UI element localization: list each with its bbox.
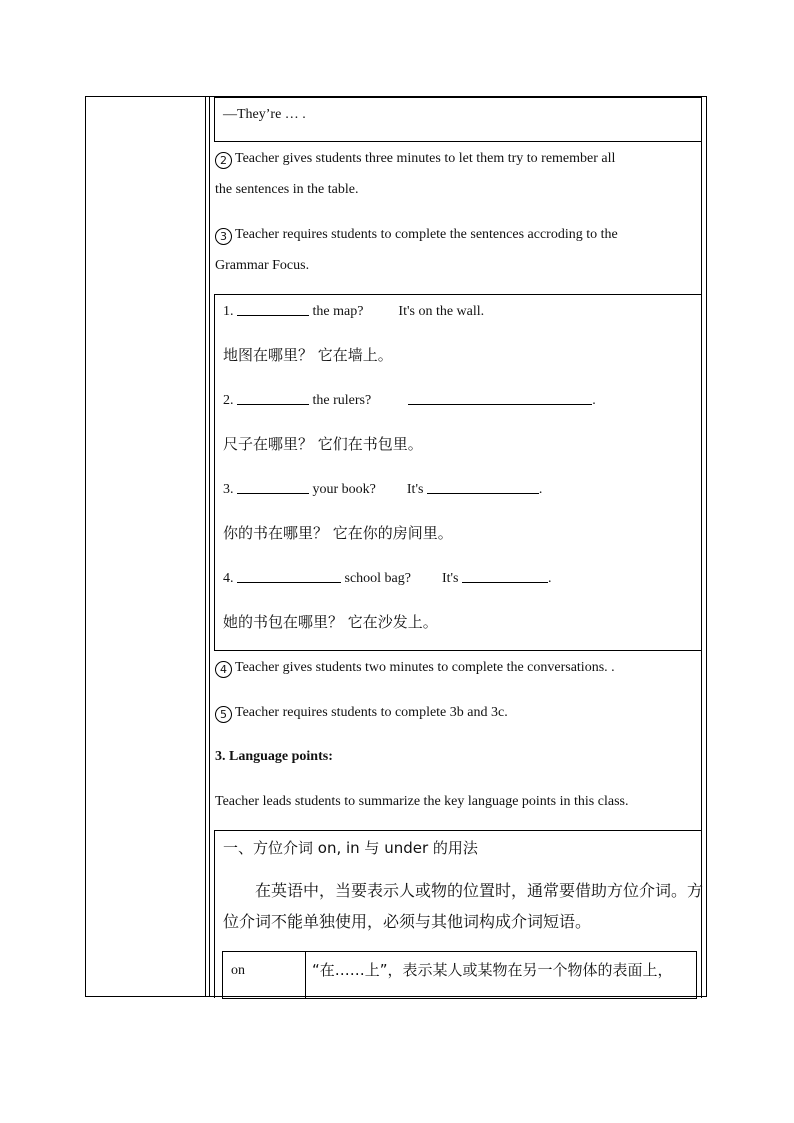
exercise-3 — [223, 481, 542, 499]
grammar-table — [222, 951, 697, 999]
continuation-box — [214, 97, 702, 142]
exercise-1-answer: It's on the wall. — [398, 304, 485, 319]
grammar-row-def: “在……上”，表示某人或某物在另一个物体的表面上， — [312, 961, 673, 979]
exercise-2-cn: 尺子在哪里？ 它们在书包里。 — [223, 435, 423, 453]
exercise-4-question: school bag? — [344, 571, 411, 586]
grammar-title: 一、方位介词 on, in 与 under 的用法 — [223, 839, 478, 857]
exercise-1 — [223, 303, 484, 321]
step3-number: 3 — [215, 228, 232, 245]
step3-line2: Grammar Focus. — [215, 258, 310, 273]
exercise-4 — [223, 570, 552, 588]
step4-text: Teacher gives students two minutes to complete the conversations. . — [235, 660, 615, 675]
step5-number: 5 — [215, 706, 232, 723]
grammar-table-word-cell — [223, 952, 306, 998]
exercise-2-end: . — [592, 393, 596, 408]
exercise-4-answer-blank[interactable] — [462, 570, 548, 583]
theyre-line: —They’re … . — [223, 107, 306, 122]
exercise-2-question: the rulers? — [312, 393, 372, 408]
section3-title: 3. Language points: — [215, 749, 333, 764]
left-column — [86, 97, 206, 996]
exercise-3-question: your book? — [312, 482, 376, 497]
step3-line1 — [215, 226, 618, 245]
exercise-3-answer-blank[interactable] — [427, 481, 539, 494]
exercise-2 — [223, 392, 596, 410]
step5-line — [215, 704, 508, 723]
grammar-box — [214, 830, 702, 998]
exercise-3-cn: 你的书在哪里？ 它在你的房间里。 — [223, 524, 453, 542]
exercise-4-cn: 她的书包在哪里？ 它在沙发上。 — [223, 613, 438, 631]
step2-line2: the sentences in the table. — [215, 182, 359, 197]
step2-line1 — [215, 150, 615, 169]
exercise-box — [214, 294, 702, 651]
exercise-3-answer-pre: It's — [406, 482, 424, 497]
grammar-para-line2: 位介词不能单独使用，必须与其他词构成介词短语。 — [223, 912, 592, 931]
step3-text: Teacher requires students to complete the sentences accroding to the — [235, 227, 618, 242]
exercise-1-question: the map? — [312, 304, 364, 319]
exercise-3-end: . — [538, 482, 543, 497]
exercise-4-answer-pre: It's — [441, 571, 459, 586]
section3-intro: Teacher leads students to summarize the key language points in this class. — [215, 794, 629, 809]
exercise-2-answer-blank[interactable] — [408, 392, 592, 405]
step4-number: 4 — [215, 661, 232, 678]
exercise-2-blank[interactable] — [237, 392, 309, 405]
exercise-3-blank[interactable] — [237, 481, 309, 494]
step4-line — [215, 659, 615, 678]
grammar-table-def-cell — [306, 952, 696, 998]
exercise-1-cn: 地图在哪里？ 它在墙上。 — [223, 346, 393, 364]
exercise-2-num: 2. — [223, 393, 234, 408]
grammar-para-line1: 在英语中，当要表示人或物的位置时，通常要借助方位介词。方 — [255, 881, 704, 900]
exercise-3-num: 3. — [223, 482, 234, 497]
exercise-1-blank[interactable] — [237, 303, 309, 316]
step2-number: 2 — [215, 152, 232, 169]
step5-text: Teacher requires students to complete 3b and 3c. — [235, 705, 508, 720]
exercise-4-num: 4. — [223, 571, 234, 586]
exercise-4-blank[interactable] — [237, 570, 341, 583]
exercise-4-end: . — [548, 571, 552, 586]
step2-text: Teacher gives students three minutes to let them try to remember all — [235, 151, 616, 166]
grammar-row-word: on — [231, 963, 245, 978]
exercise-1-num: 1. — [223, 304, 234, 319]
